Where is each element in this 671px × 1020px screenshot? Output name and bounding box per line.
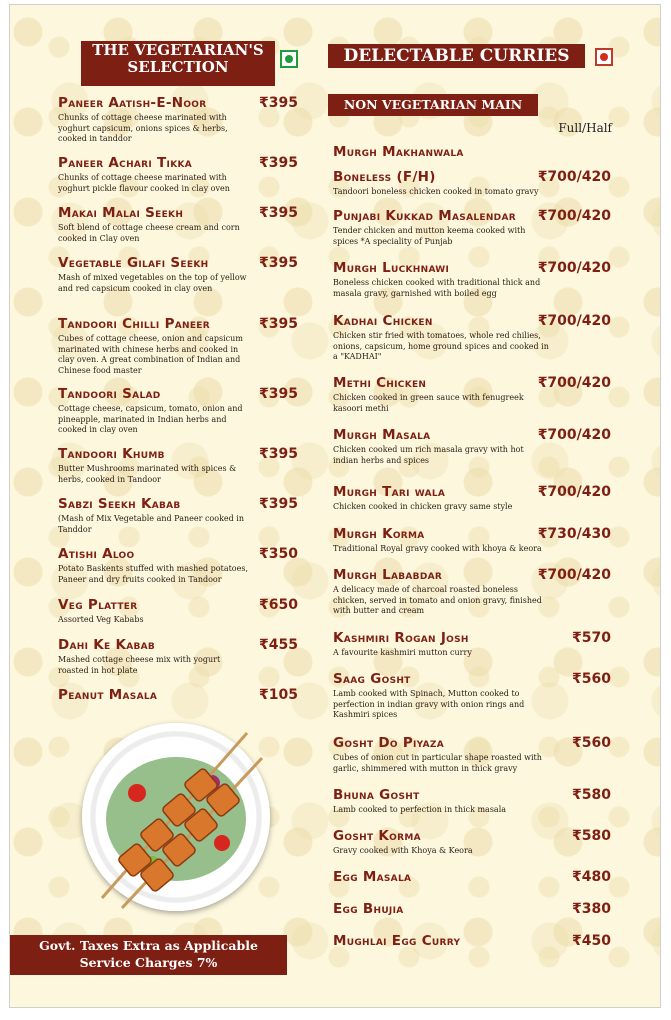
menu-item-name: Atishi Aloo bbox=[58, 546, 135, 562]
non-veg-symbol-icon bbox=[595, 48, 613, 66]
menu-item-description: Chicken stir fried with tomatoes, whole red chilies, onions, capsicum, home ground spices and cooked in a "KADHAI" bbox=[333, 331, 549, 361]
menu-item-name: Murgh Tari wala bbox=[333, 484, 446, 500]
menu-item-description: (Mash of Mix Vegetable and Paneer cooked in Tanddor bbox=[58, 514, 245, 534]
menu-item-name: Boneless (F/H) bbox=[333, 169, 436, 185]
menu-item bbox=[58, 546, 298, 585]
menu-item-name: Gosht Do Piyaza bbox=[333, 735, 444, 751]
menu-item-name: Murgh Lababdar bbox=[333, 567, 443, 583]
menu-item-name: Kadhai Chicken bbox=[333, 313, 433, 329]
menu-item-price: ₹700/420 bbox=[537, 484, 611, 500]
menu-item bbox=[333, 828, 611, 857]
menu-item-description: Cubes of onion cut in particular shape roasted with garlic, shimmered with mutton in thick gravy bbox=[333, 753, 542, 773]
menu-item-description: A delicacy made of charcoal roasted boneless chicken, served in tomato and onion gravy, finished with butter and cream bbox=[333, 585, 542, 615]
menu-item-description: Lamb cooked to perfection in thick masala bbox=[333, 805, 507, 814]
menu-item-price: ₹395 bbox=[259, 95, 298, 111]
menu-item bbox=[333, 208, 611, 247]
menu-item-name: Tandoori Khumb bbox=[58, 446, 165, 462]
menu-item-name: Egg Masala bbox=[333, 869, 412, 885]
menu-item bbox=[333, 671, 611, 721]
menu-item-description: Cubes of cottage cheese, onion and capsicum marinated with chinese herbs and cooked in clay oven. A great combination of Indian and Chinese food master bbox=[58, 334, 243, 375]
menu-item-name: Egg Bhujia bbox=[333, 901, 404, 917]
menu-item bbox=[58, 386, 298, 436]
menu-item-price: ₹560 bbox=[572, 735, 611, 751]
menu-item bbox=[58, 496, 298, 535]
menu-item-description: Chicken cooked in green sauce with fenugreek kasoori methi bbox=[333, 393, 524, 413]
curries-section-heading: DELECTABLE CURRIES bbox=[328, 44, 585, 68]
menu-item-name: Saag Gosht bbox=[333, 671, 411, 687]
vegetarian-heading-line-1: THE VEGETARIAN'S bbox=[92, 41, 264, 59]
menu-item bbox=[58, 597, 298, 626]
menu-item-name: Murgh Masala bbox=[333, 427, 431, 443]
menu-item-description: Gravy cooked with Khoya & Keora bbox=[333, 846, 473, 855]
menu-item-price: ₹450 bbox=[572, 933, 611, 949]
menu-item bbox=[58, 155, 298, 194]
menu-item-name: Tandoori Chilli Paneer bbox=[58, 316, 210, 332]
menu-item-description: Chunks of cottage cheese marinated with yoghurt capsicum, onions spices & herbs, cooked in tanddor bbox=[58, 113, 228, 143]
menu-item-name: Murgh Makhanwala bbox=[333, 144, 464, 160]
menu-item-name: Paneer Aatish-E-Noor bbox=[58, 95, 207, 111]
menu-item-name: Tandoori Salad bbox=[58, 386, 161, 402]
tax-notice-banner bbox=[10, 935, 287, 975]
menu-item-price: ₹700/420 bbox=[537, 375, 611, 391]
paneer-tikka-plate-image bbox=[82, 723, 270, 911]
menu-item-price: ₹700/420 bbox=[537, 313, 611, 329]
menu-item-description: Assorted Veg Kababs bbox=[58, 615, 144, 624]
menu-item bbox=[333, 787, 611, 816]
menu-item-description: Potato Baskents stuffed with mashed potatoes, Paneer and dry fruits cooked in Tandoor bbox=[58, 564, 249, 584]
menu-item-price: ₹395 bbox=[259, 386, 298, 402]
menu-item bbox=[333, 526, 611, 555]
menu-item-name: Methi Chicken bbox=[333, 375, 427, 391]
menu-item-description: Chicken cooked in chicken gravy same style bbox=[333, 502, 513, 511]
menu-item-description: Mash of mixed vegetables on the top of yellow and red capsicum cooked in clay oven bbox=[58, 273, 247, 293]
veg-symbol-icon bbox=[280, 50, 298, 68]
menu-item bbox=[333, 144, 611, 162]
menu-item-description: A favourite kashmiri mutton curry bbox=[333, 648, 472, 657]
menu-item-price: ₹395 bbox=[259, 255, 298, 271]
menu-item bbox=[333, 735, 611, 774]
menu-item-description: Butter Mushrooms marinated with spices & herbs, cooked in Tandoor bbox=[58, 464, 237, 484]
non-veg-main-subheading: NON VEGETARIAN MAIN bbox=[328, 94, 538, 116]
menu-item-description: Soft blend of cottage cheese cream and corn cooked in Clay oven bbox=[58, 223, 240, 243]
menu-item bbox=[333, 313, 611, 363]
menu-item bbox=[58, 687, 298, 705]
menu-item-price: ₹395 bbox=[259, 155, 298, 171]
menu-item bbox=[333, 375, 611, 414]
menu-item-price: ₹700/420 bbox=[537, 169, 611, 185]
menu-item-description: Tender chicken and mutton keema cooked with spices *A speciality of Punjab bbox=[333, 226, 526, 246]
full-half-label: Full/Half bbox=[558, 121, 612, 135]
menu-item-price: ₹395 bbox=[259, 205, 298, 221]
menu-item-price: ₹380 bbox=[572, 901, 611, 917]
menu-item-name: Kashmiri Rogan Josh bbox=[333, 630, 469, 646]
vegetarian-section-heading bbox=[81, 41, 275, 86]
menu-item-description: Lamb cooked with Spinach, Mutton cooked to perfection in indian gravy with onion rings and Kashmiri spices bbox=[333, 689, 525, 719]
menu-item bbox=[333, 869, 611, 887]
menu-item-name: Murgh Korma bbox=[333, 526, 425, 542]
menu-item bbox=[58, 205, 298, 244]
menu-item-description: Mashed cottage cheese mix with yogurt roasted in hot plate bbox=[58, 655, 221, 675]
menu-item-price: ₹480 bbox=[572, 869, 611, 885]
menu-item-price: ₹580 bbox=[572, 787, 611, 803]
menu-item-description: Cottage cheese, capsicum, tomato, onion and pineapple, marinated in Indian herbs and cooked in clay oven bbox=[58, 404, 243, 434]
menu-item bbox=[333, 260, 611, 299]
menu-item-name: Paneer Achari Tikka bbox=[58, 155, 193, 171]
menu-item bbox=[58, 95, 298, 145]
menu-item-price: ₹560 bbox=[572, 671, 611, 687]
menu-item-name: Makai Malai Seekh bbox=[58, 205, 184, 221]
menu-item-name: Bhuna Gosht bbox=[333, 787, 420, 803]
menu-item bbox=[333, 567, 611, 617]
menu-item bbox=[58, 255, 298, 294]
menu-item-description: Boneless chicken cooked with traditional thick and masala gravy, garnished with boiled egg bbox=[333, 278, 541, 298]
menu-item-price: ₹395 bbox=[259, 496, 298, 512]
menu-item-description: Chicken cooked um rich masala gravy with hot indian herbs and spices bbox=[333, 445, 524, 465]
menu-item-price: ₹730/430 bbox=[537, 526, 611, 542]
vegetarian-heading-line-2: SELECTION bbox=[127, 58, 229, 77]
menu-item-description: Tandoori boneless chicken cooked in tomato gravy bbox=[333, 187, 539, 196]
menu-item-price: ₹350 bbox=[259, 546, 298, 562]
menu-item-name: Vegetable Gilafi Seekh bbox=[58, 255, 209, 271]
menu-item-name: Mughlai Egg Curry bbox=[333, 933, 461, 949]
menu-item-name: Peanut Masala bbox=[58, 687, 158, 703]
paneer-tikka-illustration bbox=[82, 723, 270, 911]
menu-item-price: ₹455 bbox=[259, 637, 298, 653]
menu-item-description: Chunks of cottage cheese marinated with yoghurt pickle flavour cooked in clay oven bbox=[58, 173, 230, 193]
menu-item-price: ₹395 bbox=[259, 446, 298, 462]
menu-item-price: ₹650 bbox=[259, 597, 298, 613]
menu-item bbox=[333, 901, 611, 919]
menu-item-name: Murgh Luckhnawi bbox=[333, 260, 450, 276]
menu-item-name: Dahi Ke Kabab bbox=[58, 637, 156, 653]
menu-item-name: Gosht Korma bbox=[333, 828, 421, 844]
menu-item bbox=[333, 427, 611, 466]
menu-item-name: Sabzi Seekh Kabab bbox=[58, 496, 181, 512]
menu-item bbox=[58, 446, 298, 485]
menu-item-price: ₹700/420 bbox=[537, 208, 611, 224]
menu-item-price: ₹700/420 bbox=[537, 260, 611, 276]
menu-item-name: Veg Platter bbox=[58, 597, 138, 613]
menu-page bbox=[9, 4, 661, 1008]
menu-item-name: Punjabi Kukkad Masalendar bbox=[333, 208, 516, 224]
menu-item bbox=[58, 637, 298, 676]
menu-item bbox=[333, 484, 611, 513]
menu-item-price: ₹105 bbox=[259, 687, 298, 703]
menu-item-price: ₹395 bbox=[259, 316, 298, 332]
menu-item-price: ₹700/420 bbox=[537, 427, 611, 443]
menu-item bbox=[333, 933, 611, 951]
menu-item bbox=[333, 169, 611, 198]
service-charge-line: Service Charges 7% bbox=[79, 955, 218, 970]
menu-item bbox=[58, 316, 298, 376]
menu-item-price: ₹700/420 bbox=[537, 567, 611, 583]
menu-item-price: ₹570 bbox=[572, 630, 611, 646]
menu-item bbox=[333, 630, 611, 659]
tax-notice-line: Govt. Taxes Extra as Applicable bbox=[39, 938, 258, 953]
menu-item-description: Traditional Royal gravy cooked with khoya & keora bbox=[333, 544, 542, 553]
menu-item-price: ₹580 bbox=[572, 828, 611, 844]
